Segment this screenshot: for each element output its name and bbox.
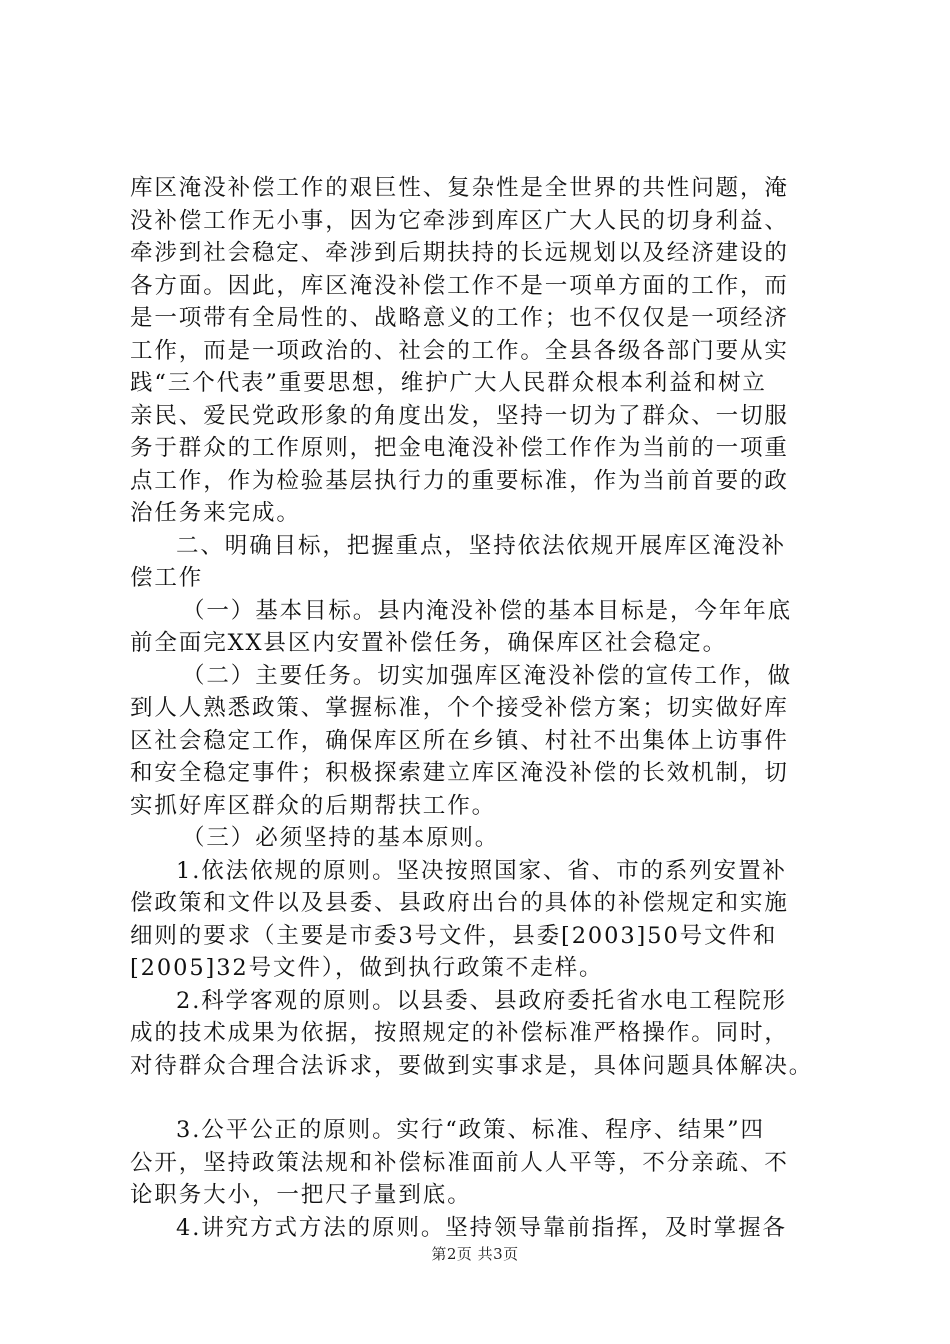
- paragraph-line: 区社会稳定工作，确保库区所在乡镇、村社不出集体上访事件: [130, 727, 789, 754]
- paragraph-line: 牵涉到社会稳定、牵涉到后期扶持的长远规划以及经济建设的: [130, 240, 789, 266]
- paragraph-line: 务于群众的工作原则，把金电淹没补偿工作作为当前的一项重: [130, 435, 789, 461]
- page-number-footer: 第2页 共3页: [431, 1245, 519, 1263]
- document-body: [130, 172, 850, 1244]
- section-heading-line: 偿工作: [130, 565, 204, 591]
- paragraph-line: （二）主要任务。切实加强库区淹没补偿的宣传工作，做: [182, 662, 793, 689]
- paragraph-line: 对待群众合理合法诉求，要做到实事求是，具体问题具体解决。: [130, 1052, 814, 1079]
- paragraph-line: 实抓好库区群众的后期帮扶工作。: [130, 792, 497, 819]
- paragraph-line: 2.科学客观的原则。以县委、县政府委托省水电工程院形: [176, 987, 787, 1014]
- paragraph-line: 偿政策和文件以及县委、县政府出台的具体的补偿规定和实施: [130, 890, 789, 916]
- subsection-heading-line: （三）必须坚持的基本原则。: [182, 825, 500, 851]
- paragraph-line: 公开，坚持政策法规和补偿标准面前人人平等，不分亲疏、不: [130, 1149, 789, 1176]
- paragraph-line: 和安全稳定事件；积极探索建立库区淹没补偿的长效机制，切: [130, 760, 789, 786]
- paragraph-line: 1.依法依规的原则。坚决按照国家、省、市的系列安置补: [176, 857, 787, 884]
- paragraph-line: 没补偿工作无小事，因为它牵涉到库区广大人民的切身利益、: [130, 207, 789, 234]
- paragraph-line: 前全面完XX县区内安置补偿任务，确保库区社会稳定。: [130, 630, 728, 656]
- paragraph-line: 工作，而是一项政治的、社会的工作。全县各级各部门要从实: [130, 337, 789, 364]
- paragraph-line: 点工作，作为检验基层执行力的重要标准，作为当前首要的政: [130, 467, 789, 494]
- paragraph-gap: [130, 1082, 850, 1114]
- paragraph-line: 4.讲究方式方法的原则。坚持领导靠前指挥，及时掌握各: [176, 1214, 787, 1241]
- paragraph-line: 论职务大小，一把尺子量到底。: [130, 1182, 472, 1208]
- paragraph-line: 成的技术成果为依据，按照规定的补偿标准严格操作。同时，: [130, 1020, 789, 1046]
- paragraph-line: 各方面。因此，库区淹没补偿工作不是一项单方面的工作，而: [130, 272, 789, 299]
- paragraph-line: 是一项带有全局性的、战略意义的工作；也不仅仅是一项经济: [130, 305, 789, 331]
- paragraph-line: [2005]32号文件），做到执行政策不走样。: [130, 955, 604, 981]
- paragraph-line: 到人人熟悉政策、掌握标准，个个接受补偿方案；切实做好库: [130, 695, 789, 721]
- paragraph-line: 3.公平公正的原则。实行“政策、标准、程序、结果”四: [176, 1117, 765, 1143]
- paragraph-line: 细则的要求（主要是市委3号文件，县委[2003]50号文件和: [130, 922, 778, 949]
- paragraph-line: （一）基本目标。县内淹没补偿的基本目标是，今年年底: [182, 597, 793, 624]
- paragraph-line: 亲民、爱民党政形象的角度出发，坚持一切为了群众、一切服: [130, 402, 789, 429]
- paragraph-line: 库区淹没补偿工作的艰巨性、复杂性是全世界的共性问题，淹: [130, 175, 789, 201]
- paragraph-line: 治任务来完成。: [130, 500, 301, 526]
- paragraph-line: 践“三个代表”重要思想，维护广大人民群众根本利益和树立: [130, 370, 767, 396]
- section-heading-line: 二、明确目标，把握重点，坚持依法依规开展库区淹没补: [176, 532, 787, 559]
